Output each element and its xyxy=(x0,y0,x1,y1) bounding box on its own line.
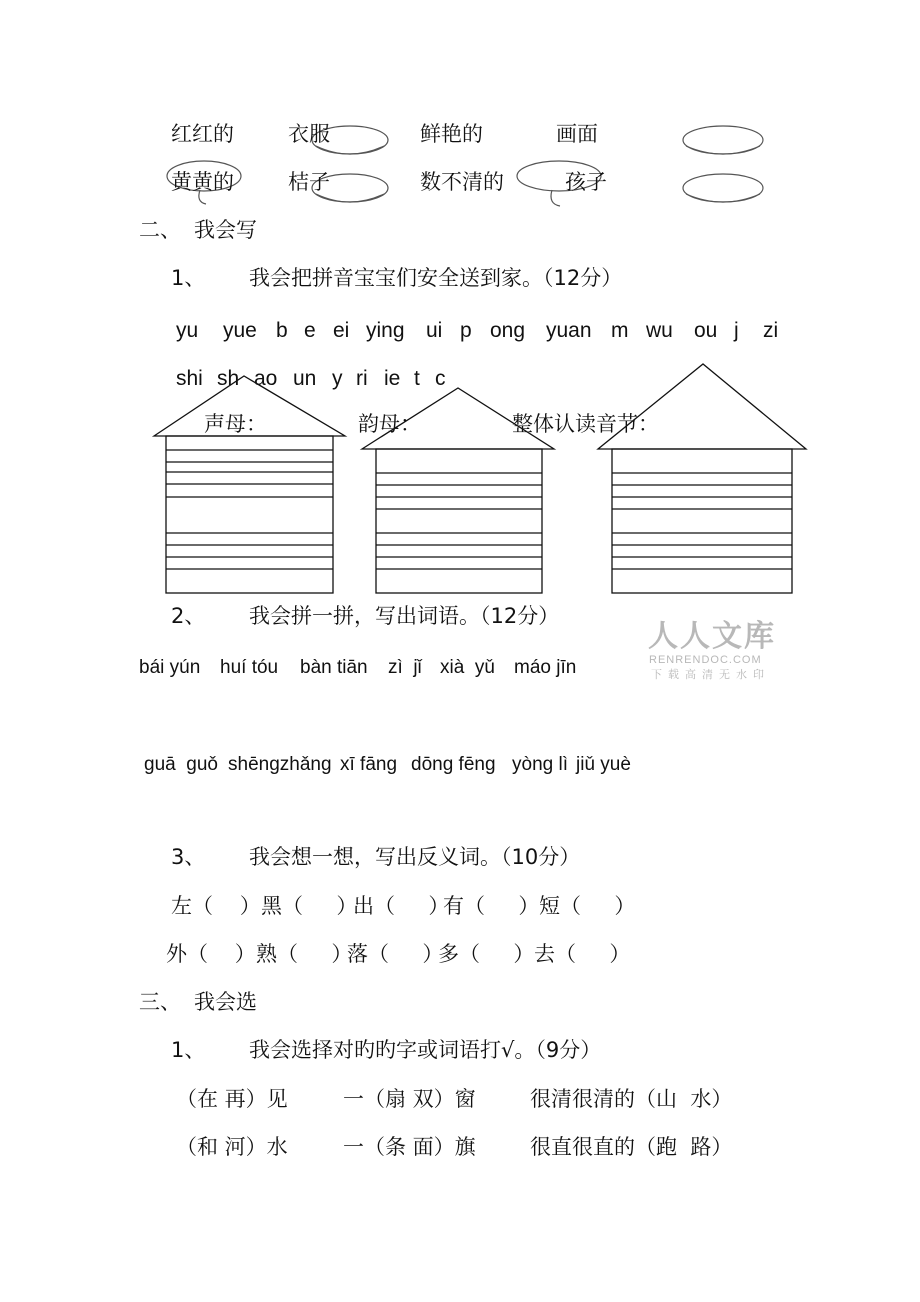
pinyin-item: ao xyxy=(254,367,278,390)
pinyin-word: dōng fēng xyxy=(411,754,496,775)
match-word: 孩子 xyxy=(565,170,607,194)
pinyin-item: yuan xyxy=(546,319,592,342)
watermark-title: 人人文库 xyxy=(648,619,776,654)
pinyin-word: huí tóu xyxy=(220,657,279,678)
pinyin-word: jiǔ yuè xyxy=(576,754,631,775)
pinyin-word: zì jǐ xyxy=(388,657,422,678)
antonym-blank: 有（ ） xyxy=(443,894,540,918)
match-word: 鲜艳的 xyxy=(420,122,483,146)
pinyin-item: c xyxy=(435,367,446,390)
choice-item: 一（扇 双）窗 xyxy=(343,1087,476,1111)
house-3 xyxy=(598,364,806,593)
choice-item: 一（条 面）旗 xyxy=(343,1135,476,1159)
house-label-initials: 声母： xyxy=(204,412,267,436)
pinyin-item: ong xyxy=(490,319,526,342)
question-text: 我会把拼音宝宝们安全送到家。（12分） xyxy=(249,266,623,290)
section-title: 我会写 xyxy=(194,218,257,242)
antonym-blank: 出（ ） xyxy=(353,894,450,918)
choice-item: 很直很直的（跑 路） xyxy=(530,1135,733,1159)
pinyin-word: bái yún xyxy=(139,657,201,678)
pinyin-item: sh xyxy=(217,367,240,390)
pinyin-item: ri xyxy=(356,367,368,390)
question-number: 3、 xyxy=(171,845,206,869)
pinyin-item: un xyxy=(293,367,317,390)
question-text: 我会拼一拼，写出词语。（12分） xyxy=(249,604,560,628)
antonym-blank: 短（ ） xyxy=(539,894,636,918)
pinyin-item: zi xyxy=(763,319,779,342)
antonym-blank: 去（ ） xyxy=(534,942,631,966)
match-word: 桔子 xyxy=(288,170,330,194)
house-1 xyxy=(154,376,345,593)
question-text: 我会选择对旳旳字或词语打√。（9分） xyxy=(249,1038,602,1062)
watermark-domain: RENRENDOC.COM xyxy=(649,654,762,666)
antonym-blank: 左（ ） xyxy=(171,894,261,918)
pinyin-item: m xyxy=(611,319,629,342)
choice-item: 很清很清的（山 水） xyxy=(530,1087,733,1111)
antonym-blank: 黑（ ） xyxy=(261,894,358,918)
pinyin-word: guā guǒ xyxy=(144,754,218,775)
pinyin-item: t xyxy=(414,367,420,390)
match-word: 红红的 xyxy=(171,122,234,146)
pinyin-item: yu xyxy=(176,319,199,342)
antonym-blank: 多（ ） xyxy=(438,942,535,966)
antonym-blank: 外（ ） xyxy=(166,942,256,966)
pinyin-item: ou xyxy=(694,319,718,342)
pinyin-item: b xyxy=(276,319,288,342)
watermark-slogan: 下载高清无水印 xyxy=(651,668,770,681)
pinyin-word: shēngzhǎng xyxy=(228,754,332,775)
section-number: 二、 xyxy=(139,218,181,242)
pinyin-item: ei xyxy=(333,319,350,342)
section-number: 三、 xyxy=(139,990,181,1014)
match-word: 黄黄的 xyxy=(171,170,234,194)
question-text: 我会想一想，写出反义词。（10分） xyxy=(249,845,581,869)
antonym-blank: 熟（ ） xyxy=(256,942,353,966)
antonym-blank: 落（ ） xyxy=(347,942,444,966)
question-number: 2、 xyxy=(171,604,206,628)
pinyin-word: bàn tiān xyxy=(300,657,368,678)
match-word: 数不清的 xyxy=(420,170,504,194)
choice-item: （在 再）见 xyxy=(176,1087,288,1111)
house-label-finals: 韵母： xyxy=(358,412,421,436)
pinyin-item: yue xyxy=(223,319,257,342)
pinyin-word: yòng lì xyxy=(512,754,568,775)
pinyin-word: xià yǔ xyxy=(440,657,495,678)
question-number: 1、 xyxy=(171,1038,206,1062)
house-label-whole-syllables: 整体认读音节： xyxy=(512,412,659,436)
question-number: 1、 xyxy=(171,266,206,290)
pinyin-item: j xyxy=(734,319,739,342)
choice-item: （和 河）水 xyxy=(176,1135,288,1159)
pinyin-item: p xyxy=(460,319,472,342)
pinyin-item: y xyxy=(332,367,343,390)
pinyin-word: máo jīn xyxy=(514,657,577,678)
pinyin-item: shi xyxy=(176,367,203,390)
pinyin-word: xī fāng xyxy=(340,754,398,775)
pinyin-item: e xyxy=(304,319,316,342)
match-word: 画面 xyxy=(556,122,598,146)
pinyin-item: ie xyxy=(384,367,401,390)
pinyin-item: ui xyxy=(426,319,443,342)
pinyin-item: ying xyxy=(366,319,405,342)
match-word: 衣服 xyxy=(288,122,330,146)
section-title: 我会选 xyxy=(194,990,257,1014)
pinyin-item: wu xyxy=(646,319,673,342)
